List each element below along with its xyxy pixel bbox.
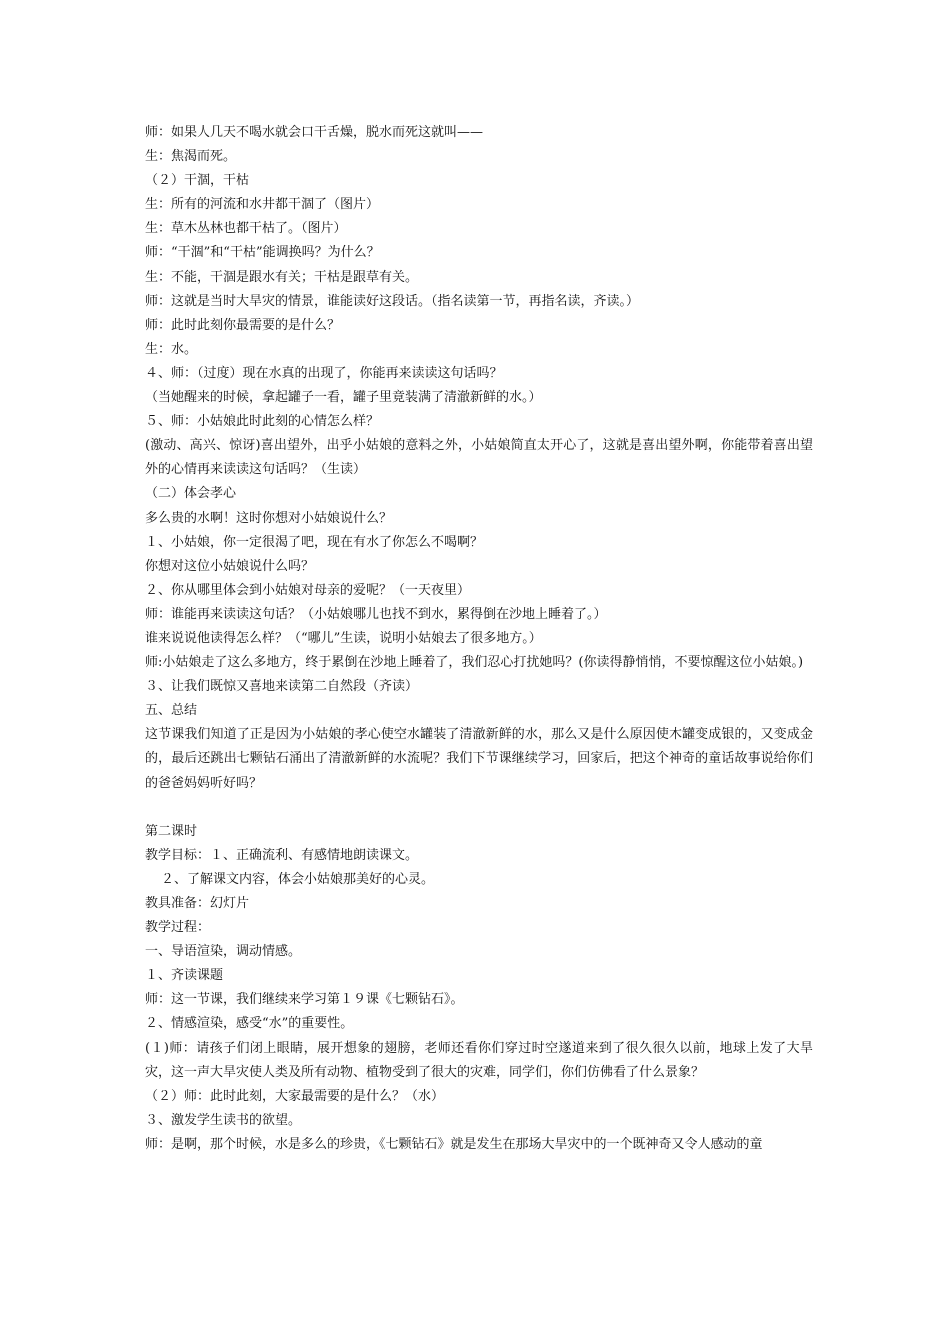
text-line: 生：草木丛林也都干枯了。（图片）	[145, 221, 347, 237]
document-page	[145, 121, 813, 1157]
section-heading: （二）体会孝心	[145, 486, 237, 502]
text-line: 生：不能，干涸是跟水有关；干枯是跟草有关。	[145, 269, 419, 285]
text-line: ４、师：（过度）现在水真的出现了，你能再来读读这句话吗？	[145, 365, 503, 381]
text-line: （２）师：此时此刻，大家最需要的是什么？（水）	[145, 1088, 445, 1104]
text-line: ３、让我们既惊又喜地来读第二自然段（齐读）	[145, 679, 419, 695]
text-line: 多么贵的水啊！这时你想对小姑娘说什么？	[145, 510, 393, 526]
blank-line	[145, 796, 813, 820]
text-line: 师：这一节课，我们继续来学习第１９课《七颗钻石》。	[145, 992, 464, 1008]
text-line: 教具准备：幻灯片	[145, 896, 250, 911]
text-line: 谁来说说他读得怎么样？（“哪儿”生读，说明小姑娘去了很多地方。）	[145, 630, 542, 646]
text-line: 师：是啊，那个时候，水是多么的珍贵，《七颗钻石》就是发生在那场大旱灾中的一个既神奇又令人感动的童	[145, 1136, 763, 1152]
text-line: 教学过程：	[145, 920, 211, 936]
text-line: 师：“干涸”和“干枯”能调换吗？为什么？	[145, 245, 380, 261]
text-line: 生：所有的河流和水井都干涸了（图片）	[145, 197, 380, 213]
section-heading: 五、总结	[145, 703, 198, 719]
text-line: ２、情感渲染，感受“水”的重要性。	[145, 1016, 354, 1032]
text-line: （当她醒来的时候，拿起罐子一看，罐子里竟装满了清澈新鲜的水。）	[145, 390, 542, 406]
section-heading: 第二课时	[145, 823, 198, 839]
text-line: ２、你从哪里体会到小姑娘对母亲的爱呢？（一天夜里）	[145, 582, 471, 598]
text-line: 师：如果人几天不喝水就会口干舌燥，脱水而死这就叫——	[145, 125, 484, 140]
text-line: ３、激发学生读书的欲望。	[145, 1112, 302, 1128]
text-line: 生：水。	[145, 341, 198, 357]
section-heading: 一、导语渲染，调动情感。	[145, 944, 302, 960]
text-paragraph: (激动、高兴、惊讶)喜出望外，出乎小姑娘的意料之外，小姑娘简直太开心了，这就是喜出望外啊，你能带着喜出望外的心情再来读读这句话吗？（生读）	[145, 438, 813, 478]
text-line: ５、师：小姑娘此时此刻的心情怎么样？	[145, 414, 380, 430]
text-paragraph: 师:小姑娘走了这么多地方，终于累倒在沙地上睡着了，我们忍心打扰她吗？(你读得静悄悄，不要惊醒这位小姑娘。)	[145, 655, 804, 671]
text-line: １、齐读课题	[145, 968, 224, 984]
text-line: ２、了解课文内容，体会小姑娘那美好的心灵。	[161, 871, 435, 887]
text-line: （２）干涸，干枯	[145, 173, 250, 189]
text-line: １、小姑娘，你一定很渴了吧，现在有水了你怎么不喝啊？	[145, 534, 484, 550]
text-paragraph: (１)师：请孩子们闭上眼睛，展开想象的翅膀，老师还看你们穿过时空遂道来到了很久很久以前，地球上发了大旱灾，这一声大旱灾使人类及所有动物、植物受到了很大的灾难，同学们，你们仿佛看了什么景象？	[145, 1040, 813, 1080]
text-line: 师：谁能再来读读这句话？（小姑娘哪儿也找不到水，累得倒在沙地上睡着了。）	[145, 606, 607, 622]
text-line: 生：焦渴而死。	[145, 149, 237, 165]
text-line: 教学目标：１、正确流利、有感情地朗读课文。	[145, 847, 419, 863]
text-line: 你想对这位小姑娘说什么吗？	[145, 558, 315, 574]
text-paragraph: 这节课我们知道了正是因为小姑娘的孝心使空水罐装了清澈新鲜的水，那么又是什么原因使木罐变成银的，又变成金的，最后还跳出七颗钻石涌出了清澈新鲜的水流呢？我们下节课继续学习，回家后，把这个神奇的童话故事说给你们的爸爸妈妈听好吗？	[145, 727, 813, 791]
text-line: 师：这就是当时大旱灾的情景，谁能读好这段话。（指名读第一节，再指名读，齐读。）	[145, 293, 640, 309]
text-line: 师：此时此刻你最需要的是什么？	[145, 317, 341, 333]
